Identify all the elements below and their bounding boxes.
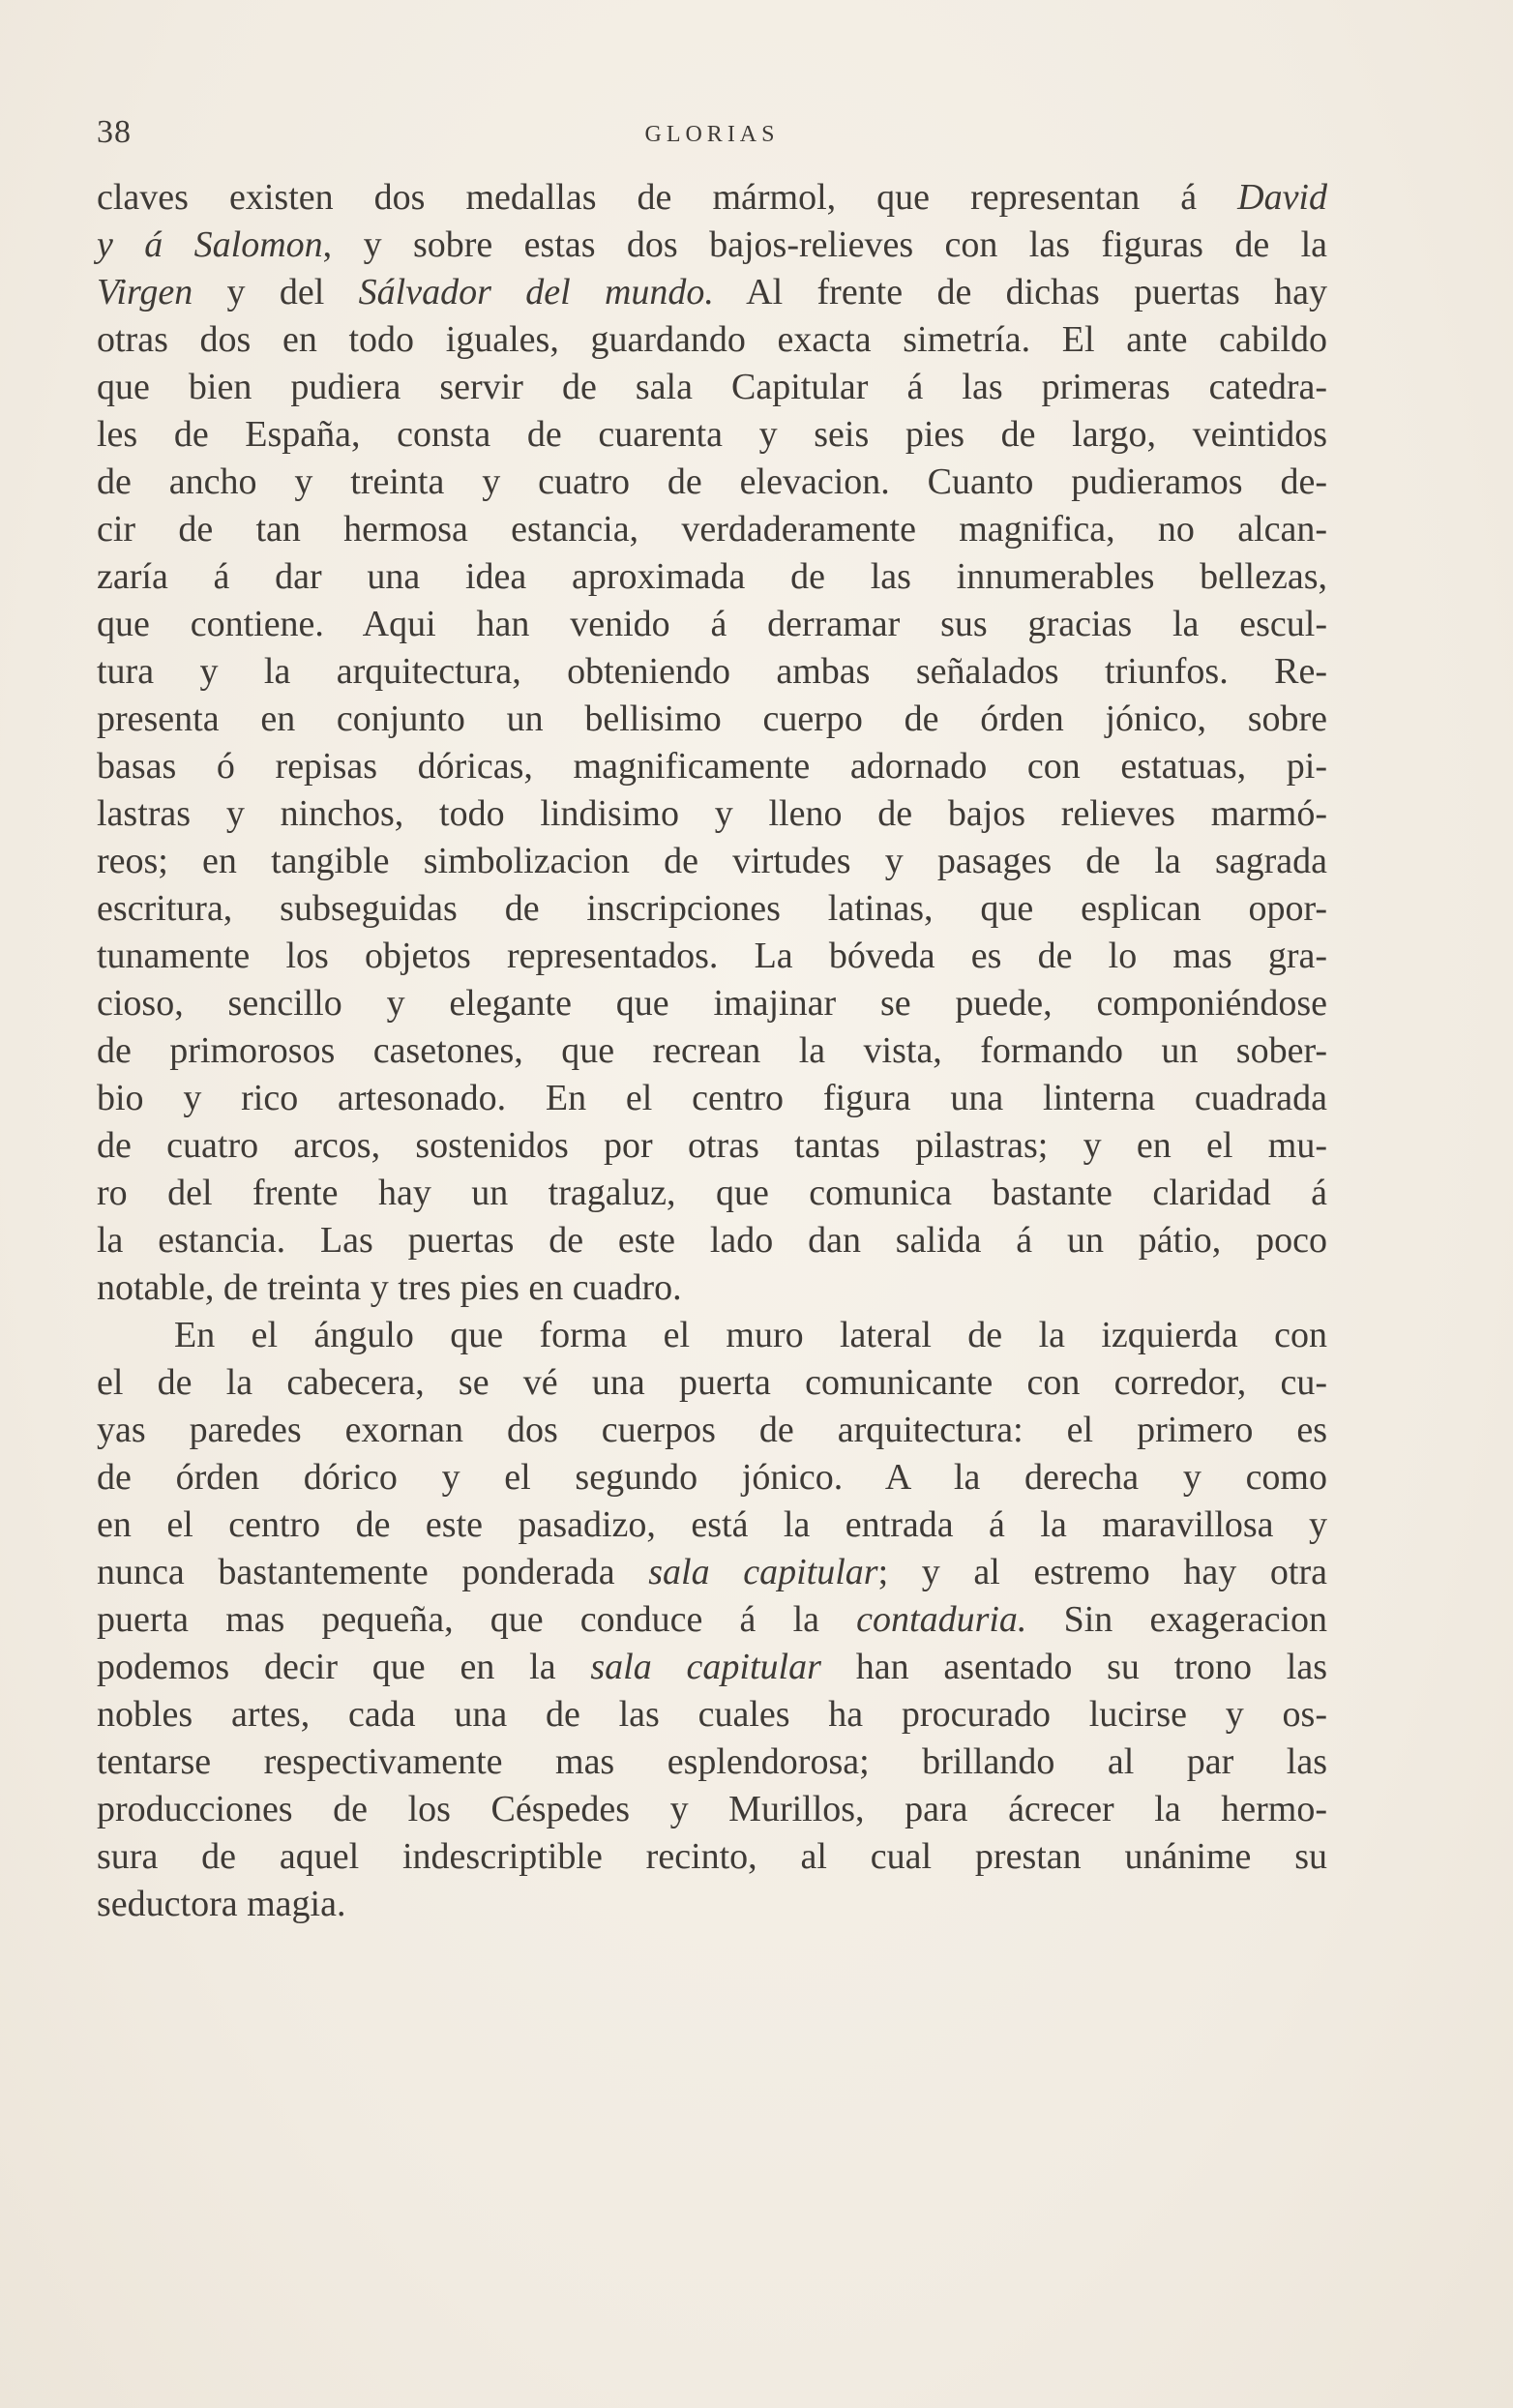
- text-line: la estancia. Las puertas de este lado dan salida á un pátio, poco: [97, 1220, 1327, 1261]
- text-line: cioso, sencillo y elegante que imajinar se puede, componiéndose: [97, 983, 1327, 1024]
- text-line: yas paredes exornan dos cuerpos de arquitectura: el primero es: [97, 1410, 1327, 1450]
- text-line: de cuatro arcos, sostenidos por otras tantas pilastras; y en el mu-: [97, 1125, 1327, 1166]
- italic-term: sala capitular: [590, 1647, 821, 1687]
- text-line: Virgen y del Sálvador del mundo. Al frente de dichas puertas hay: [97, 272, 1328, 312]
- text-line: reos; en tangible simbolizacion de virtudes y pasages de la sagrada: [97, 841, 1327, 881]
- text-line: lastras y ninchos, todo lindisimo y lleno de bajos relieves marmó-: [97, 793, 1327, 834]
- italic-term: contaduria.: [856, 1599, 1027, 1640]
- text-line: el de la cabecera, se vé una puerta comunicante con corredor, cu-: [97, 1362, 1327, 1403]
- text-line: de ancho y treinta y cuatro de elevacion. Cuanto pudieramos de-: [97, 461, 1327, 502]
- text-line: tunamente los objetos representados. La bóveda es de lo mas gra-: [97, 936, 1327, 976]
- text-line: les de España, consta de cuarenta y seis pies de largo, veintidos: [97, 414, 1327, 455]
- body-text: [97, 174, 1327, 1928]
- text-line: sura de aquel indescriptible recinto, al cual prestan unánime su: [97, 1836, 1327, 1877]
- text-line: nobles artes, cada una de las cuales ha procurado lucirse y os-: [97, 1694, 1327, 1735]
- text-line: tura y la arquitectura, obteniendo ambas señalados triunfos. Re-: [97, 651, 1327, 692]
- text-line: En el ángulo que forma el muro lateral de la izquierda con: [174, 1315, 1327, 1355]
- page-number: 38: [97, 114, 132, 150]
- text-line: seductora magia.: [97, 1884, 346, 1924]
- text-line: claves existen dos medallas de mármol, que representan á David: [97, 177, 1327, 218]
- text-line: tentarse respectivamente mas esplendorosa; brillando al par las: [97, 1741, 1327, 1782]
- text-line: bio y rico artesonado. En el centro figura una linterna cuadrada: [97, 1078, 1327, 1118]
- text-line: ro del frente hay un tragaluz, que comunica bastante claridad á: [97, 1173, 1327, 1213]
- text-line: de primorosos casetones, que recrean la vista, formando un sober-: [97, 1030, 1327, 1071]
- text-line: escritura, subseguidas de inscripciones latinas, que esplican opor-: [97, 888, 1327, 929]
- text-line: producciones de los Céspedes y Murillos, para ácrecer la hermo-: [97, 1789, 1327, 1829]
- text-line: y á Salomon, y sobre estas dos bajos-relieves con las figuras de la: [97, 224, 1328, 265]
- running-title: GLORIAS: [644, 122, 780, 147]
- text-line: puerta mas pequeña, que conduce á la contaduria. Sin exageracion: [97, 1599, 1327, 1640]
- text-line: basas ó repisas dóricas, magnificamente adornado con estatuas, pi-: [97, 746, 1327, 787]
- italic-name: y á Salomon: [97, 224, 323, 265]
- text-line: que contiene. Aqui han venido á derramar sus gracias la escul-: [97, 604, 1327, 644]
- text-line: en el centro de este pasadizo, está la entrada á la maravillosa y: [97, 1504, 1327, 1545]
- text-line: zaría á dar una idea aproximada de las innumerables bellezas,: [97, 556, 1327, 597]
- italic-name: Virgen: [97, 272, 193, 312]
- text-line: cir de tan hermosa estancia, verdaderamente magnifica, no alcan-: [97, 509, 1327, 550]
- page-header: [97, 114, 1327, 163]
- text-line: podemos decir que en la sala capitular han asentado su trono las: [97, 1647, 1327, 1687]
- text-line: presenta en conjunto un bellisimo cuerpo de órden jónico, sobre: [97, 699, 1327, 739]
- text-line: de órden dórico y el segundo jónico. A la derecha y como: [97, 1457, 1327, 1498]
- text-line: que bien pudiera servir de sala Capitular á las primeras catedra-: [97, 367, 1327, 407]
- italic-title: Sálvador del mundo.: [358, 272, 714, 312]
- text-line: notable, de treinta y tres pies en cuadro.: [97, 1267, 682, 1308]
- text-line: otras dos en todo iguales, guardando exacta simetría. El ante cabildo: [97, 319, 1327, 360]
- italic-term: sala capitular: [648, 1552, 878, 1592]
- italic-name: David: [1237, 177, 1327, 218]
- text-line: nunca bastantemente ponderada sala capitular; y al estremo hay otra: [97, 1552, 1327, 1592]
